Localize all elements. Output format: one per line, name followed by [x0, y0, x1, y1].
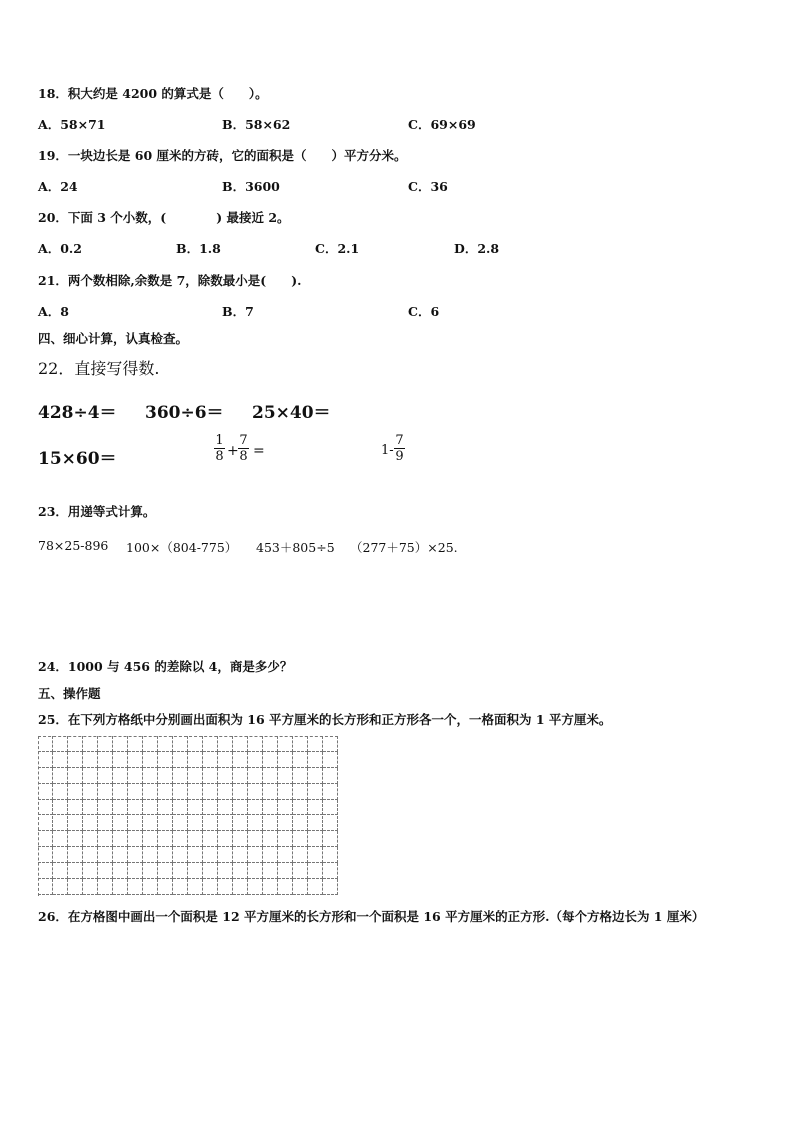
grid-cell [83, 863, 98, 879]
q18-option-b: B．58×62 [222, 117, 291, 132]
q19-option-c: C．36 [408, 179, 448, 194]
grid-cell [113, 800, 128, 816]
q23-stem: 23．用递等式计算。 [38, 504, 156, 519]
grid-cell [128, 768, 143, 784]
grid-cell [128, 831, 143, 847]
q20-option-c: C．2.1 [315, 241, 360, 256]
grid-cell [203, 768, 218, 784]
q20-stem: 20．下面 3 个小数，( ) 最接近 2。 [38, 210, 290, 225]
grid-cell [113, 768, 128, 784]
grid-cell [188, 800, 203, 816]
grid-cell [158, 784, 173, 800]
grid-cell [128, 847, 143, 863]
grid-cell [248, 752, 263, 768]
grid-cell [323, 736, 338, 752]
grid-cell [233, 752, 248, 768]
grid-cell [278, 847, 293, 863]
grid-cell [233, 784, 248, 800]
grid-cell [263, 879, 278, 895]
q22-expr-4: 15×60＝ [38, 449, 117, 469]
grid-cell [38, 831, 53, 847]
grid-cell [38, 768, 53, 784]
grid-cell [263, 752, 278, 768]
grid-cell [293, 847, 308, 863]
grid-cell [53, 800, 68, 816]
q22-fraction-2 [238, 433, 249, 464]
grid-cell [203, 831, 218, 847]
q22-fraction-3 [394, 433, 405, 464]
grid-cell [278, 736, 293, 752]
section-5-heading: 五、操作题 [38, 686, 101, 701]
grid-cell [263, 847, 278, 863]
grid-cell [143, 752, 158, 768]
grid-cell [143, 879, 158, 895]
grid-cell [188, 736, 203, 752]
grid-cell [98, 768, 113, 784]
grid-cell [68, 831, 83, 847]
grid-cell [233, 879, 248, 895]
q21-option-b: B．7 [222, 304, 254, 319]
grid-cell [98, 752, 113, 768]
q23-expr-4: （277＋75）×25. [350, 540, 458, 555]
plus-sign: + [227, 443, 239, 459]
grid-cell [293, 863, 308, 879]
grid-cell [113, 879, 128, 895]
grid-cell [263, 736, 278, 752]
q18-option-c: C．69×69 [408, 117, 476, 132]
q20-option-a: A．0.2 [38, 241, 82, 256]
grid-cell [113, 863, 128, 879]
q18-option-a: A．58×71 [38, 117, 106, 132]
grid-cell [233, 768, 248, 784]
grid-cell [293, 752, 308, 768]
grid-cell [248, 831, 263, 847]
grid-cell [263, 784, 278, 800]
grid-cell [113, 752, 128, 768]
grid-cell [203, 816, 218, 832]
grid-cell [53, 736, 68, 752]
q21-option-a: A．8 [38, 304, 69, 319]
grid-cell [323, 879, 338, 895]
grid-cell [113, 831, 128, 847]
grid-cell [278, 879, 293, 895]
grid-cell [98, 736, 113, 752]
grid-cell [128, 863, 143, 879]
grid-cell [83, 752, 98, 768]
grid-cell [293, 800, 308, 816]
grid-cell [143, 784, 158, 800]
grid-cell [173, 736, 188, 752]
grid-cell [113, 847, 128, 863]
fraction-denominator: 8 [215, 449, 224, 464]
fraction-numerator: 1 [215, 433, 224, 448]
q25-stem: 25．在下列方格纸中分别画出面积为 16 平方厘米的长方形和正方形各一个，一格面积为 1 平方厘米。 [38, 712, 612, 727]
grid-cell [248, 879, 263, 895]
grid-cell [323, 800, 338, 816]
grid-cell [203, 784, 218, 800]
grid-cell [323, 816, 338, 832]
grid-cell [218, 800, 233, 816]
grid-cell [113, 816, 128, 832]
grid-cell [278, 831, 293, 847]
grid-cell [263, 863, 278, 879]
grid-cell [53, 847, 68, 863]
grid-cell [278, 768, 293, 784]
grid-cell [68, 816, 83, 832]
q19-option-b: B．3600 [222, 179, 280, 194]
grid-cell [263, 831, 278, 847]
grid-cell [68, 800, 83, 816]
grid-cell [323, 831, 338, 847]
q20-option-b: B．1.8 [176, 241, 221, 256]
grid-cell [158, 863, 173, 879]
q26-stem: 26．在方格图中画出一个面积是 12 平方厘米的长方形和一个面积是 16 平方厘米的正方形.（每个方格边长为 1 厘米） [38, 909, 705, 924]
grid-cell [323, 863, 338, 879]
grid-cell [293, 784, 308, 800]
grid-cell [323, 784, 338, 800]
grid-cell [203, 879, 218, 895]
section-4-heading: 四、细心计算，认真检查。 [38, 331, 189, 346]
grid-cell [158, 847, 173, 863]
grid-cell [173, 752, 188, 768]
q23-expr-2: 100×（804-775） [126, 540, 238, 555]
grid-cell [308, 863, 323, 879]
grid-cell [38, 736, 53, 752]
grid-cell [98, 831, 113, 847]
grid-cell [308, 768, 323, 784]
grid-cell [173, 768, 188, 784]
grid-cell [218, 831, 233, 847]
grid-cell [128, 736, 143, 752]
grid-cell [53, 816, 68, 832]
grid-cell [38, 784, 53, 800]
grid-cell [218, 768, 233, 784]
grid-cell [323, 768, 338, 784]
grid-cell [53, 879, 68, 895]
grid-cell [83, 800, 98, 816]
grid-cell [233, 736, 248, 752]
grid-cell [98, 800, 113, 816]
grid-cell [188, 831, 203, 847]
grid-cell [128, 784, 143, 800]
grid-cell [308, 847, 323, 863]
fraction-numerator: 7 [395, 433, 404, 448]
grid-cell [53, 752, 68, 768]
fraction-denominator: 8 [239, 449, 248, 464]
grid-cell [143, 800, 158, 816]
grid-cell [248, 847, 263, 863]
grid-cell [248, 816, 263, 832]
fraction-numerator: 7 [239, 433, 248, 448]
grid-cell [173, 863, 188, 879]
grid-cell [233, 831, 248, 847]
one-minus: 1- [381, 443, 394, 458]
grid-cell [68, 784, 83, 800]
grid-cell [323, 752, 338, 768]
grid-cell [188, 847, 203, 863]
q18-stem: 18．积大约是 4200 的算式是（ ）。 [38, 86, 268, 101]
grid-cell [218, 752, 233, 768]
grid-cell [323, 847, 338, 863]
grid-cell [248, 863, 263, 879]
grid-cell [83, 847, 98, 863]
grid-cell [308, 752, 323, 768]
grid-cell [68, 768, 83, 784]
grid-cell [98, 879, 113, 895]
grid-cell [128, 800, 143, 816]
grid-cell [173, 800, 188, 816]
grid-cell [173, 784, 188, 800]
q22-stem: 22．直接写得数. [38, 359, 160, 378]
grid-cell [38, 752, 53, 768]
grid-cell [293, 768, 308, 784]
grid-cell [173, 847, 188, 863]
q22-expr-2: 360÷6＝ [145, 403, 224, 423]
grid-cell [218, 847, 233, 863]
grid-cell [188, 784, 203, 800]
grid-cell [158, 768, 173, 784]
grid-cell [203, 736, 218, 752]
grid-cell [68, 847, 83, 863]
grid-cell [218, 736, 233, 752]
grid-cell [128, 752, 143, 768]
fraction-denominator: 9 [395, 449, 404, 464]
grid-cell [248, 768, 263, 784]
grid-cell [38, 863, 53, 879]
grid-cell [98, 816, 113, 832]
grid-cell [308, 831, 323, 847]
grid-cell [203, 752, 218, 768]
q21-option-c: C．6 [408, 304, 440, 319]
grid-cell [278, 800, 293, 816]
grid-cell [53, 831, 68, 847]
grid-cell [278, 816, 293, 832]
grid-cell [38, 879, 53, 895]
grid-cell [188, 768, 203, 784]
grid-cell [248, 784, 263, 800]
q22-expr-3: 25×40＝ [252, 403, 331, 423]
grid-cell [38, 847, 53, 863]
grid-cell [158, 816, 173, 832]
grid-cell [158, 831, 173, 847]
grid-cell [83, 879, 98, 895]
grid-cell [53, 863, 68, 879]
grid-cell [203, 800, 218, 816]
grid-cell [38, 800, 53, 816]
grid-cell [188, 863, 203, 879]
q19-option-a: A．24 [38, 179, 78, 194]
grid-cell [53, 768, 68, 784]
grid-cell [83, 831, 98, 847]
grid-cell [128, 879, 143, 895]
grid-cell [83, 736, 98, 752]
grid-cell [188, 816, 203, 832]
grid-cell [293, 736, 308, 752]
grid-cell [98, 863, 113, 879]
grid-cell [143, 816, 158, 832]
grid-cell [248, 736, 263, 752]
grid-cell [143, 831, 158, 847]
grid-cell [218, 784, 233, 800]
grid-cell [278, 752, 293, 768]
grid-cell [218, 816, 233, 832]
grid-cell [203, 863, 218, 879]
grid-cell [233, 847, 248, 863]
grid-cell [98, 847, 113, 863]
grid-cell [143, 847, 158, 863]
grid-cell [83, 784, 98, 800]
q20-option-d: D．2.8 [454, 241, 500, 256]
q22-fraction-1 [214, 433, 225, 464]
grid-cell [188, 879, 203, 895]
grid-cell [173, 879, 188, 895]
grid-cell [143, 768, 158, 784]
grid-cell [218, 879, 233, 895]
q24-stem: 24．1000 与 456 的差除以 4，商是多少？ [38, 659, 293, 674]
grid-cell [173, 831, 188, 847]
grid-cell [308, 816, 323, 832]
grid-cell [278, 863, 293, 879]
grid-cell [293, 879, 308, 895]
grid-cell [278, 784, 293, 800]
grid-cell [68, 752, 83, 768]
grid-cell [293, 816, 308, 832]
grid-cell [233, 863, 248, 879]
grid-cell [218, 863, 233, 879]
grid-cell [143, 863, 158, 879]
grid-cell [38, 816, 53, 832]
grid-cell [68, 736, 83, 752]
grid-cell [308, 784, 323, 800]
q23-expr-1: 78×25-896 [38, 538, 109, 553]
grid-cell [203, 847, 218, 863]
grid-cell [158, 800, 173, 816]
grid-cell [308, 879, 323, 895]
grid-cell [128, 816, 143, 832]
grid-cell [68, 879, 83, 895]
equals-sign: = [253, 443, 265, 459]
grid-cell [308, 800, 323, 816]
q19-stem: 19．一块边长是 60 厘米的方砖，它的面积是（ ）平方分米。 [38, 148, 407, 163]
grid-cell [233, 816, 248, 832]
square-grid-paper [38, 736, 338, 896]
grid-cell [53, 784, 68, 800]
grid-cell [158, 879, 173, 895]
grid-cell [158, 736, 173, 752]
grid-cell [263, 768, 278, 784]
grid-cell [263, 800, 278, 816]
grid-cell [83, 816, 98, 832]
grid-cell [263, 816, 278, 832]
q21-stem: 21．两个数相除,余数是 7，除数最小是( ). [38, 273, 302, 288]
q23-expr-3: 453＋805÷5 [256, 540, 335, 555]
grid-cell [293, 831, 308, 847]
grid-cell [158, 752, 173, 768]
grid-cell [83, 768, 98, 784]
q22-expr-1: 428÷4＝ [38, 403, 117, 423]
grid-cell [68, 863, 83, 879]
grid-cell [308, 736, 323, 752]
grid-cell [173, 816, 188, 832]
grid-cell [233, 800, 248, 816]
grid-cell [113, 784, 128, 800]
grid-cell [248, 800, 263, 816]
grid-cell [143, 736, 158, 752]
grid-cell [98, 784, 113, 800]
grid-cell [188, 752, 203, 768]
grid-cell [113, 736, 128, 752]
